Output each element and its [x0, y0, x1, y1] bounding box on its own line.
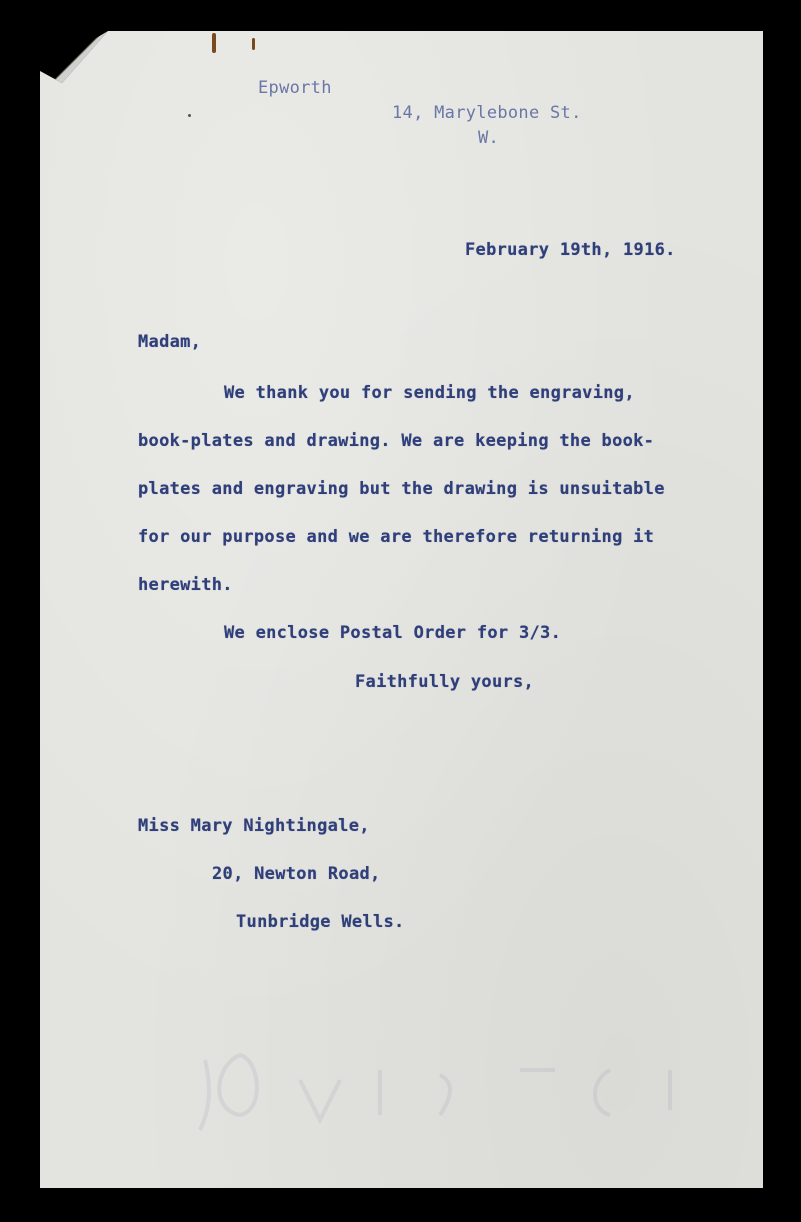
- paper-speck: [188, 114, 191, 117]
- body-line-1: We thank you for sending the engraving,: [224, 383, 635, 403]
- body-line-3: plates and engraving but the drawing is unsuitable: [138, 479, 665, 499]
- body-line-2: book-plates and drawing. We are keeping the book-: [138, 431, 655, 451]
- address-street: 14, Marylebone St.: [392, 103, 582, 123]
- body-line-5: herewith.: [138, 575, 233, 595]
- letter-date: February 19th, 1916.: [465, 240, 676, 260]
- body-line-4: for our purpose and we are therefore returning it: [138, 527, 655, 547]
- rust-stain: [212, 33, 216, 53]
- closing-line: Faithfully yours,: [355, 672, 535, 692]
- enclosure-line: We enclose Postal Order for 3/3.: [224, 623, 562, 643]
- header-name: Epworth: [258, 78, 332, 98]
- rust-stain-small: [252, 38, 255, 50]
- recipient-town: Tunbridge Wells.: [236, 912, 405, 932]
- address-district: W.: [478, 128, 500, 148]
- recipient-name: Miss Mary Nightingale,: [138, 816, 370, 836]
- salutation: Madam,: [138, 332, 202, 352]
- recipient-street: 20, Newton Road,: [212, 864, 381, 884]
- letter-sheet: [40, 31, 763, 1188]
